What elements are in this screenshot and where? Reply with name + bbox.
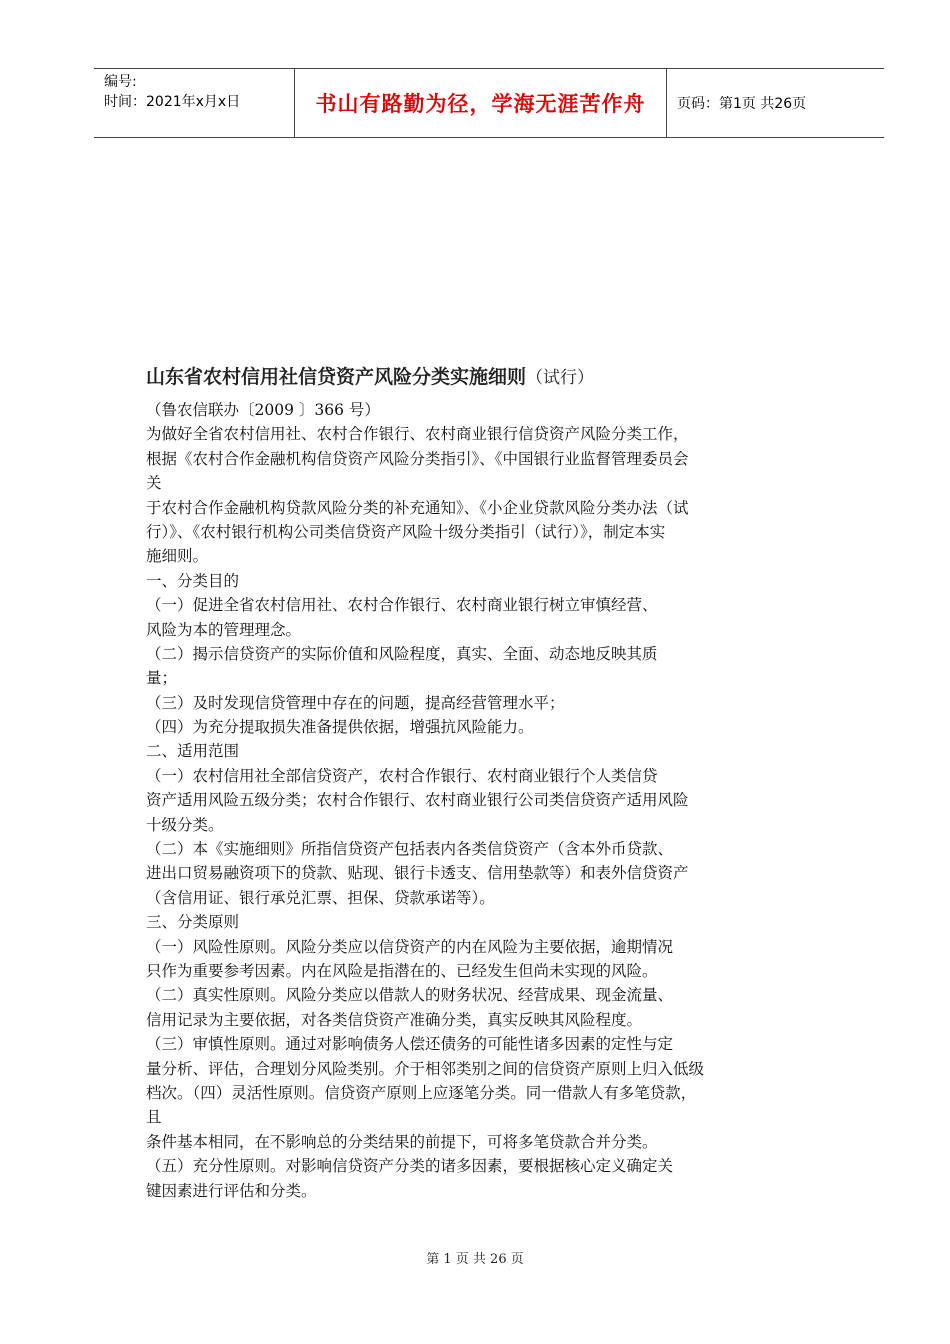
document-body — [146, 398, 846, 1203]
body-line: （四）为充分提取损失准备提供依据，增强抗风险能力。 — [146, 718, 534, 737]
body-line: 风险为本的管理理念。 — [146, 620, 302, 639]
body-line: 于农村合作金融机构贷款风险分类的补充通知》、《小企业贷款风险分类办法（试 — [146, 498, 689, 517]
title-main: 山东省农村信用社信贷资产风险分类实施细则 — [146, 366, 527, 388]
page-footer: 第 1 页 共 26 页 — [426, 1252, 524, 1267]
body-line: （一）风险性原则。风险分类应以信贷资产的内在风险为主要依据，逾期情况 — [146, 937, 674, 956]
body-line: 量分析、评估，合理划分风险类别。介于相邻类别之间的信贷资产原则上归入低级 — [146, 1059, 705, 1078]
body-line: 根据《农村合作金融机构信贷资产风险分类指引》、《中国银行业监督管理委员会 — [146, 449, 689, 468]
body-line: （二）本《实施细则》所指信贷资产包括表内各类信贷资产（含本外币贷款、 — [146, 840, 674, 859]
body-line: （二）揭示信贷资产的实际价值和风险程度，真实、全面、动态地反映其质 — [146, 644, 658, 663]
doc-time-label: 时间：2021年x月x日 — [104, 94, 241, 110]
header-motto: 书山有路勤为径，学海无涯苦作舟 — [294, 69, 667, 137]
header-left-cell — [94, 69, 294, 137]
body-line: （二）真实性原则。风险分类应以借款人的财务状况、经营成果、现金流量、 — [146, 986, 674, 1005]
header-table — [94, 68, 884, 138]
body-line: 一、分类目的 — [146, 571, 240, 590]
body-line: 十级分类。 — [146, 815, 224, 834]
body-line: 为做好全省农村信用社、农村合作银行、农村商业银行信贷资产风险分类工作， — [146, 425, 689, 444]
header-page-label: 页码：第1页 共26页 — [677, 96, 807, 112]
body-line: 条件基本相同，在不影响总的分类结果的前提下，可将多笔贷款合并分类。 — [146, 1132, 658, 1151]
body-line: 键因素进行评估和分类。 — [146, 1181, 317, 1200]
body-line: 资产适用风险五级分类；农村合作银行、农村商业银行公司类信贷资产适用风险 — [146, 791, 689, 810]
body-line: （鲁农信联办〔2009 〕366 号） — [146, 401, 380, 419]
body-line: （含信用证、银行承兑汇票、担保、贷款承诺等）。 — [146, 888, 495, 907]
body-line: 三、分类原则 — [146, 913, 240, 932]
body-line: 施细则。 — [146, 547, 209, 566]
body-line: 进出口贸易融资项下的贷款、贴现、银行卡透支、信用垫款等）和表外信贷资产 — [146, 864, 689, 883]
body-line: 信用记录为主要依据，对各类信贷资产准确分类，真实反映其风险程度。 — [146, 1010, 643, 1029]
body-line: 且 — [146, 1108, 162, 1127]
body-line: 行）》、《农村银行机构公司类信贷资产风险十级分类指引（试行）》，制定本实 — [146, 522, 666, 541]
body-line: （一）农村信用社全部信贷资产，农村合作银行、农村商业银行个人类信贷 — [146, 766, 658, 785]
body-line: （一）促进全省农村信用社、农村合作银行、农村商业银行树立审慎经营、 — [146, 596, 658, 615]
body-line: （三）及时发现信贷管理中存在的问题，提高经营管理水平； — [146, 693, 565, 712]
body-line: （五）充分性原则。对影响信贷资产分类的诸多因素，要根据核心定义确定关 — [146, 1157, 674, 1176]
document-title — [146, 362, 594, 389]
doc-number-label: 编号: — [104, 74, 137, 90]
body-line: 档次。（四）灵活性原则。信贷资产原则上应逐笔分类。同一借款人有多笔贷款， — [146, 1083, 697, 1102]
body-line: 关 — [146, 474, 162, 493]
body-line: （三）审慎性原则。通过对影响债务人偿还债务的可能性诸多因素的定性与定 — [146, 1035, 674, 1054]
body-line: 量； — [146, 669, 178, 688]
body-line: 二、适用范围 — [146, 742, 240, 761]
body-line: 只作为重要参考因素。内在风险是指潜在的、已经发生但尚未实现的风险。 — [146, 961, 658, 980]
title-suffix: （试行） — [526, 368, 595, 388]
